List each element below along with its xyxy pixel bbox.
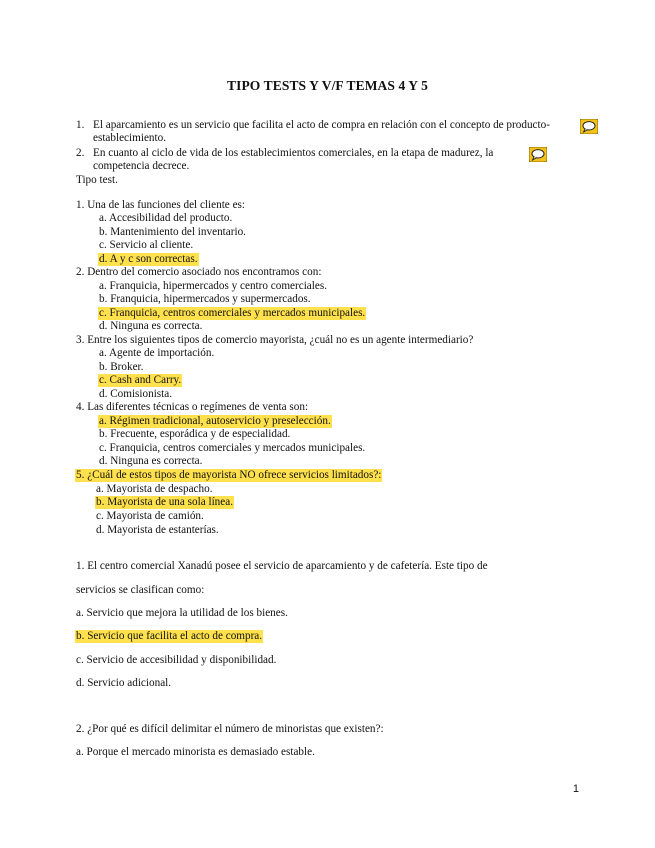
answer-option: b. Franquicia, hipermercados y supermercados. bbox=[99, 293, 311, 305]
comment-icon[interactable] bbox=[580, 119, 598, 134]
answer-option: a. Servicio que mejora la utilidad de los bienes. bbox=[76, 607, 288, 619]
vf-statement-line: El aparcamiento es un servicio que facilita el acto de compra en relación con el concepto de producto- bbox=[93, 119, 550, 131]
vf-statement-line: establecimiento. bbox=[93, 132, 167, 144]
answer-option: a. Accesibilidad del producto. bbox=[99, 212, 233, 224]
case-question-text: 1. El centro comercial Xanadú posee el servicio de aparcamiento y de cafetería. Este tipo de bbox=[76, 560, 488, 572]
section-label: Tipo test. bbox=[76, 174, 118, 186]
question-text: 1. Una de las funciones del cliente es: bbox=[76, 199, 245, 211]
question-text-highlighted: 5. ¿Cuál de estos tipos de mayorista NO ofrece servicios limitados?: bbox=[76, 469, 382, 481]
answer-option: c. Mayorista de camión. bbox=[96, 510, 204, 522]
answer-option: c. Servicio de accesibilidad y disponibilidad. bbox=[76, 654, 277, 666]
answer-option: a. Porque el mercado minorista es demasiado estable. bbox=[76, 746, 315, 758]
answer-option-highlighted: b. Mayorista de una sola línea. bbox=[96, 496, 234, 508]
question-text: 4. Las diferentes técnicas o regímenes de venta son: bbox=[76, 401, 309, 413]
comment-icon[interactable] bbox=[529, 147, 547, 162]
question-text: 3. Entre los siguientes tipos de comercio mayorista, ¿cuál no es un agente intermediario? bbox=[76, 334, 474, 346]
answer-option: d. Mayorista de estanterías. bbox=[96, 524, 219, 536]
answer-option: c. Servicio al cliente. bbox=[99, 239, 194, 251]
vf-statement-line: En cuanto al ciclo de vida de los establecimientos comerciales, en la etapa de madurez, la bbox=[93, 147, 494, 159]
answer-option: d. Comisionista. bbox=[99, 388, 173, 400]
vf-number: 1. bbox=[76, 119, 85, 131]
answer-option-highlighted: c. Cash and Carry. bbox=[99, 374, 182, 386]
answer-option: a. Agente de importación. bbox=[99, 347, 215, 359]
vf-number: 2. bbox=[76, 147, 85, 159]
answer-option: d. Ninguna es correcta. bbox=[99, 320, 203, 332]
answer-option: b. Mantenimiento del inventario. bbox=[99, 226, 246, 238]
answer-option-highlighted: b. Servicio que facilita el acto de compra. bbox=[76, 630, 263, 642]
answer-option: b. Broker. bbox=[99, 361, 144, 373]
answer-option-highlighted: d. A y c son correctas. bbox=[99, 253, 198, 265]
page-number: 1 bbox=[572, 783, 579, 795]
vf-statement-line: competencia decrece. bbox=[93, 160, 190, 172]
answer-option: a. Franquicia, hipermercados y centro comerciales. bbox=[99, 280, 327, 292]
answer-option: b. Frecuente, esporádica y de especialidad. bbox=[99, 428, 291, 440]
answer-option: a. Mayorista de despacho. bbox=[96, 483, 213, 495]
question-text: 2. Dentro del comercio asociado nos encontramos con: bbox=[76, 266, 322, 278]
answer-option: d. Ninguna es correcta. bbox=[99, 455, 203, 467]
answer-option-highlighted: c. Franquicia, centros comerciales y mercados municipales. bbox=[99, 307, 366, 319]
answer-option: c. Franquicia, centros comerciales y mercados municipales. bbox=[99, 442, 366, 454]
case-question-text: servicios se clasifican como: bbox=[76, 584, 205, 596]
answer-option: d. Servicio adicional. bbox=[76, 677, 172, 689]
case-question-text: 2. ¿Por qué es difícil delimitar el número de minoristas que existen?: bbox=[76, 723, 384, 735]
answer-option-highlighted: a. Régimen tradicional, autoservicio y preselección. bbox=[99, 415, 331, 427]
page-title: TIPO TESTS Y V/F TEMAS 4 Y 5 bbox=[227, 78, 428, 93]
